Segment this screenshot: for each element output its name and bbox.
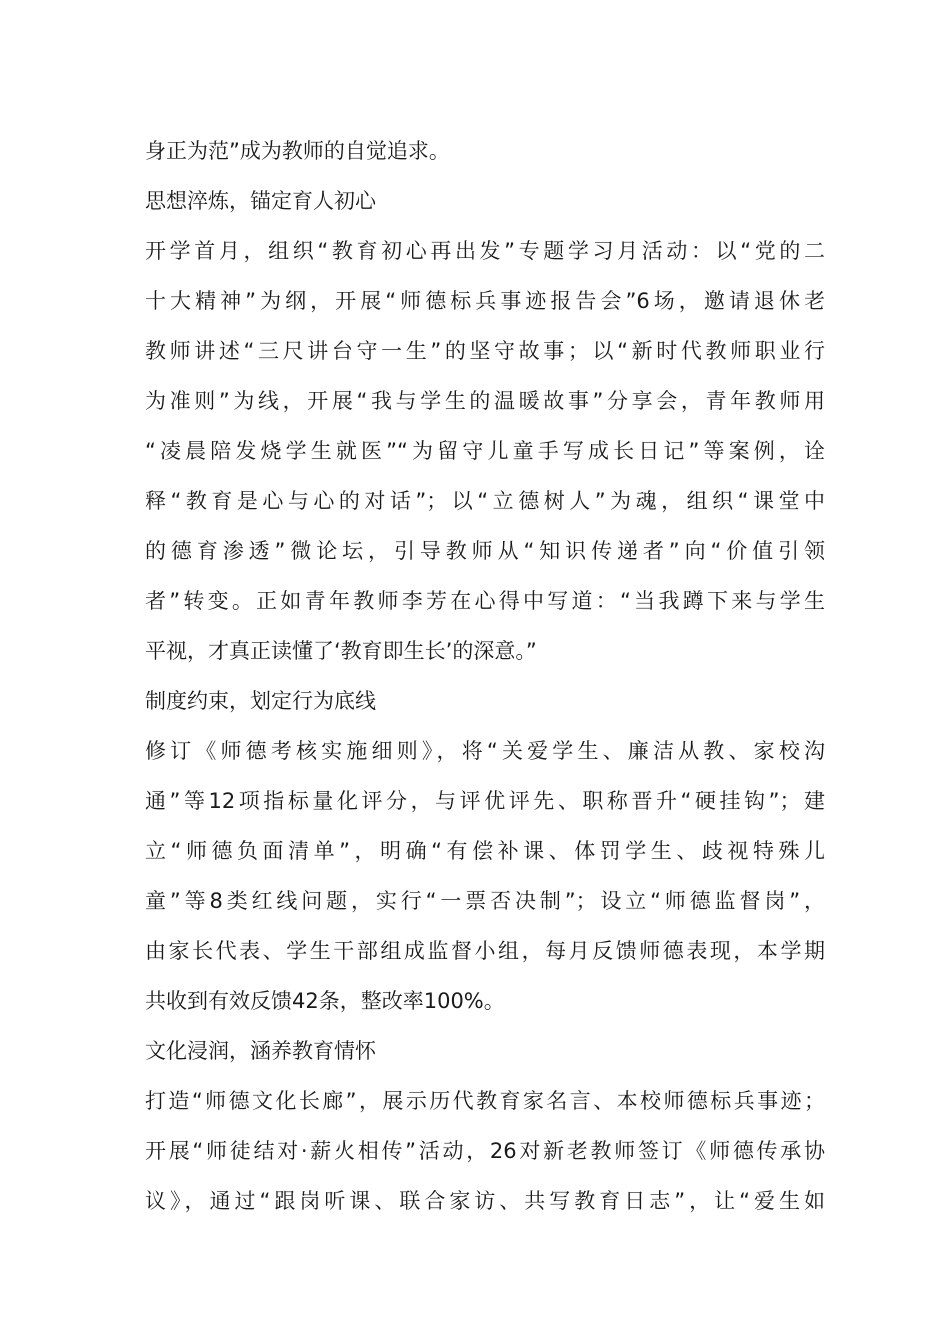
paragraph-line: 教师讲述“三尺讲台守一生”的坚守故事；以“新时代教师职业行 xyxy=(145,339,825,363)
paragraph-line: 为准则”为线，开展“我与学生的温暖故事”分享会，青年教师用 xyxy=(145,389,825,413)
paragraph-line: 身正为范”成为教师的自觉追求。 xyxy=(145,139,450,163)
paragraph-line: “凌晨陪发烧学生就医”“为留守儿童手写成长日记”等案例，诠 xyxy=(145,439,825,463)
paragraph-line: 十大精神”为纲，开展“师德标兵事迹报告会”6场，邀请退休老 xyxy=(145,289,825,313)
paragraph-line: 通”等12项指标量化评分，与评优评先、职称晋升“硬挂钩”；建 xyxy=(145,789,825,813)
paragraph-line: 立“师德负面清单”，明确“有偿补课、体罚学生、歧视特殊儿 xyxy=(145,839,825,863)
paragraph-line: 平视，才真正读懂了‘教育即生长’的深意。” xyxy=(145,639,537,663)
paragraph-line: 开展“师徒结对·薪火相传”活动，26对新老教师签订《师德传承协 xyxy=(145,1139,825,1163)
paragraph-line: 打造“师德文化长廊”，展示历代教育家名言、本校师德标兵事迹； xyxy=(145,1089,825,1113)
paragraph-line: 开学首月，组织“教育初心再出发”专题学习月活动：以“党的二 xyxy=(145,239,825,263)
paragraph-line: 者”转变。正如青年教师李芳在心得中写道：“当我蹲下来与学生 xyxy=(145,589,825,613)
paragraph-line: 议》，通过“跟岗听课、联合家访、共写教育日志”，让“爱生如 xyxy=(145,1189,825,1213)
section-heading: 文化浸润，涵养教育情怀 xyxy=(145,1039,376,1063)
paragraph-line: 童”等8类红线问题，实行“一票否决制”；设立“师德监督岗”， xyxy=(145,889,825,913)
section-heading: 思想淬炼，锚定育人初心 xyxy=(145,189,376,213)
section-heading: 制度约束，划定行为底线 xyxy=(145,689,376,713)
paragraph-line: 由家长代表、学生干部组成监督小组，每月反馈师德表现，本学期 xyxy=(145,939,825,963)
paragraph-line: 释“教育是心与心的对话”；以“立德树人”为魂，组织“课堂中 xyxy=(145,489,825,513)
paragraph-line: 共收到有效反馈42条，整改率100%。 xyxy=(145,989,505,1013)
paragraph-line: 修订《师德考核实施细则》，将“关爱学生、廉洁从教、家校沟 xyxy=(145,739,825,763)
paragraph-line: 的德育渗透”微论坛，引导教师从“知识传递者”向“价值引领 xyxy=(145,539,825,563)
